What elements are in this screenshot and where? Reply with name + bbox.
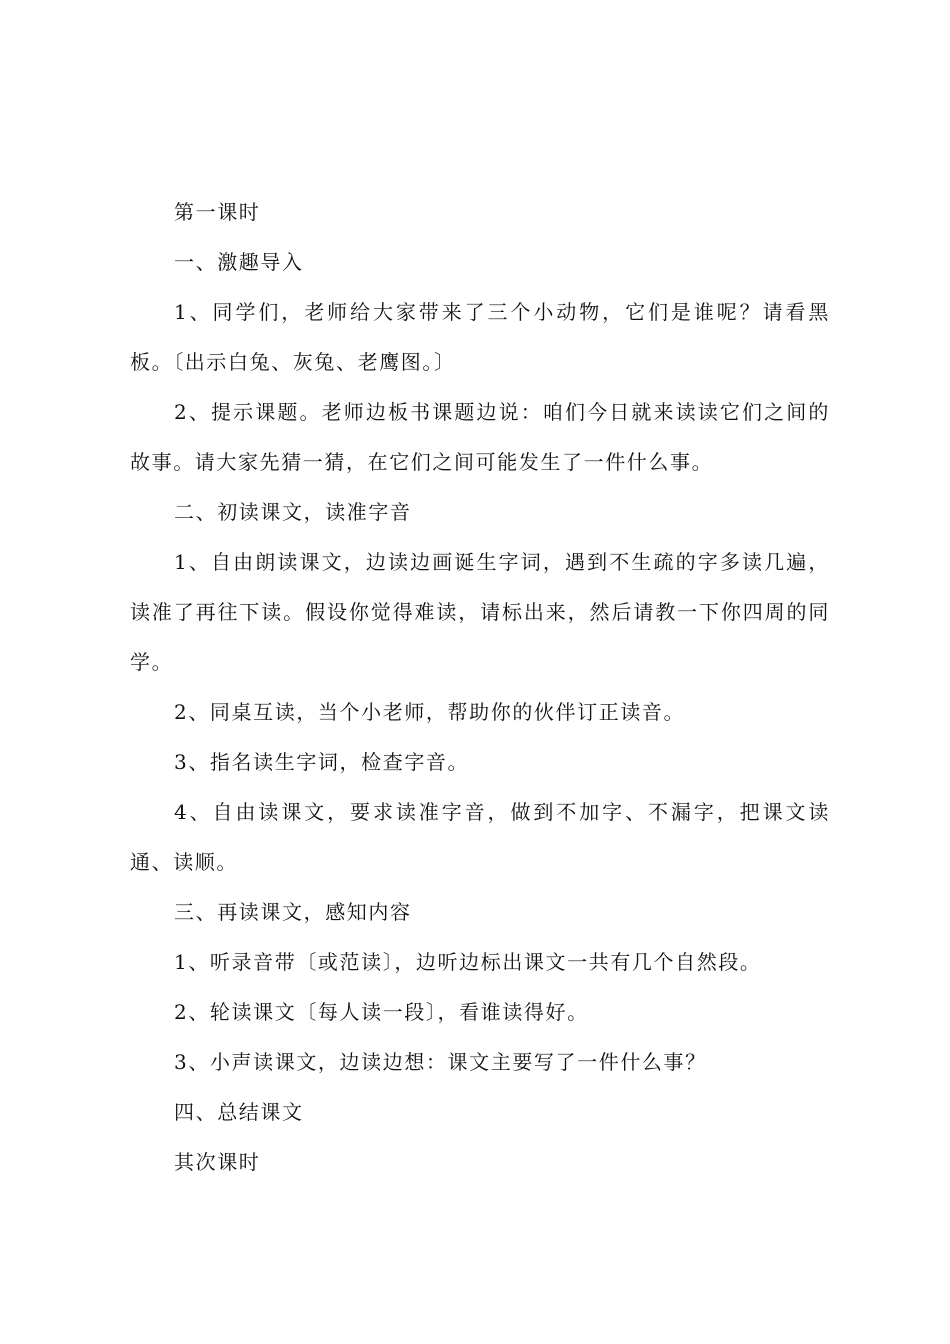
paragraph-second-3: 3、小声读课文，边读边想：课文主要写了一件什么事？	[174, 1050, 707, 1074]
paragraph-reading-3: 3、指名读生字词，检查字音。	[174, 750, 470, 774]
paragraph-reading-4: 4、自由读课文，要求读准字音，做到不加字、不漏字，把课文读通、读顺。	[130, 800, 830, 874]
section-heading-first-reading: 二、初读课文，读准字音	[174, 500, 412, 524]
paragraph-intro-2: 2、提示课题。老师边板书课题边说：咱们今日就来读读它们之间的故事。请大家先猜一猜，在它们之间可能发生了一件什么事。	[130, 400, 830, 474]
paragraph-reading-1: 1、自由朗读课文，边读边画诞生字词，遇到不生疏的字多读几遍，读准了再往下读。假设你觉得难读，请标出来，然后请教一下你四周的同学。	[130, 550, 830, 674]
paragraph-intro-1: 1、同学们，老师给大家带来了三个小动物，它们是谁呢？请看黑板。〔出示白兔、灰兔、老鹰图。〕	[130, 300, 830, 374]
section-heading-second-reading: 三、再读课文，感知内容	[174, 900, 412, 924]
section-heading-summary: 四、总结课文	[174, 1100, 304, 1124]
paragraph-reading-2: 2、同桌互读，当个小老师，帮助你的伙伴订正读音。	[174, 700, 686, 724]
paragraph-second-2: 2、轮读课文〔每人读一段〕，看谁读得好。	[174, 1000, 589, 1024]
document-page	[130, 187, 830, 1187]
lesson-heading-second: 其次课时	[174, 1150, 261, 1174]
lesson-heading: 第一课时	[174, 200, 261, 224]
section-heading-intro: 一、激趣导入	[174, 250, 304, 274]
paragraph-second-1: 1、听录音带〔或范读〕，边听边标出课文一共有几个自然段。	[174, 950, 762, 974]
